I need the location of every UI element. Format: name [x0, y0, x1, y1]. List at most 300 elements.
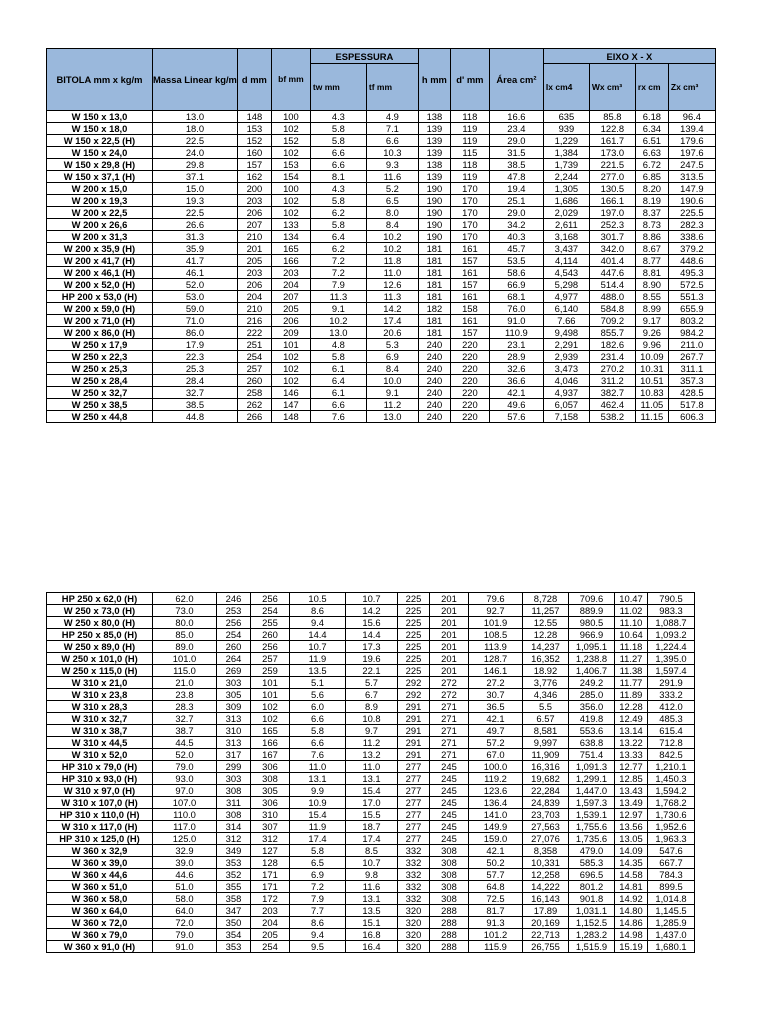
- value-cell: 245: [430, 821, 469, 833]
- value-cell: 225: [398, 629, 430, 641]
- value-cell: 101.9: [469, 617, 523, 629]
- value-cell: 338.6: [668, 231, 715, 243]
- value-cell: 350: [217, 917, 251, 929]
- bitola-cell: W 310 x 28,3: [47, 701, 153, 713]
- table-row: [47, 411, 716, 423]
- value-cell: 157: [450, 279, 489, 291]
- bitola-cell: W 360 x 72,0: [47, 917, 153, 929]
- value-cell: 354: [217, 929, 251, 941]
- table-row: [47, 327, 716, 339]
- value-cell: 1,952.6: [648, 821, 695, 833]
- value-cell: 206: [237, 279, 271, 291]
- value-cell: 12.55: [523, 617, 569, 629]
- value-cell: 305: [251, 785, 290, 797]
- value-cell: 13.49: [615, 797, 648, 809]
- value-cell: 7.2: [310, 267, 366, 279]
- value-cell: 72.5: [469, 893, 523, 905]
- bitola-cell: W 360 x 44,6: [47, 869, 153, 881]
- value-cell: 1,152.5: [569, 917, 615, 929]
- value-cell: 240: [418, 375, 450, 387]
- value-cell: 25.3: [153, 363, 238, 375]
- value-cell: 15.4: [290, 809, 346, 821]
- value-cell: 7.1: [366, 123, 418, 135]
- table-row: [47, 147, 716, 159]
- value-cell: 1,384: [543, 147, 589, 159]
- value-cell: 181: [418, 267, 450, 279]
- table-row: [47, 785, 695, 797]
- value-cell: 5.7: [346, 677, 398, 689]
- value-cell: 44.6: [153, 869, 217, 881]
- value-cell: 147.9: [668, 183, 715, 195]
- value-cell: 125.0: [153, 833, 217, 845]
- value-cell: 122.8: [589, 123, 635, 135]
- value-cell: 585.3: [569, 857, 615, 869]
- value-cell: 64.0: [153, 905, 217, 917]
- value-cell: 12.28: [523, 629, 569, 641]
- value-cell: 17.4: [346, 833, 398, 845]
- bitola-cell: W 200 x 35,9 (H): [47, 243, 153, 255]
- value-cell: 312: [251, 833, 290, 845]
- value-cell: 9,498: [543, 327, 589, 339]
- value-cell: 9.4: [290, 617, 346, 629]
- value-cell: 14,237: [523, 641, 569, 653]
- value-cell: 6.4: [310, 375, 366, 387]
- value-cell: 9.3: [366, 159, 418, 171]
- value-cell: 305: [217, 689, 251, 701]
- value-cell: 7.6: [290, 749, 346, 761]
- bitola-cell: W 310 x 107,0 (H): [47, 797, 153, 809]
- value-cell: 538.2: [589, 411, 635, 423]
- value-cell: 291: [398, 701, 430, 713]
- value-cell: 86.0: [153, 327, 238, 339]
- value-cell: 42.1: [469, 845, 523, 857]
- value-cell: 13.1: [346, 773, 398, 785]
- bitola-cell: W 250 x 73,0 (H): [47, 605, 153, 617]
- value-cell: 253: [217, 605, 251, 617]
- bitola-cell: W 200 x 59,0 (H): [47, 303, 153, 315]
- value-cell: 101.2: [469, 929, 523, 941]
- value-cell: 10.09: [635, 351, 668, 363]
- value-cell: 303: [217, 773, 251, 785]
- value-cell: 291: [398, 713, 430, 725]
- value-cell: 80.0: [153, 617, 217, 629]
- value-cell: 136.4: [469, 797, 523, 809]
- value-cell: 257: [251, 653, 290, 665]
- value-cell: 9.7: [346, 725, 398, 737]
- value-cell: 26.6: [153, 219, 238, 231]
- value-cell: 14.4: [290, 629, 346, 641]
- value-cell: 38.5: [153, 399, 238, 411]
- table-row: [47, 111, 716, 123]
- value-cell: 479.0: [569, 845, 615, 857]
- value-cell: 256: [251, 641, 290, 653]
- value-cell: 353: [217, 857, 251, 869]
- value-cell: 220: [450, 351, 489, 363]
- value-cell: 382.7: [589, 387, 635, 399]
- value-cell: 13.0: [153, 111, 238, 123]
- bitola-cell: W 310 x 52,0: [47, 749, 153, 761]
- value-cell: 8,358: [523, 845, 569, 857]
- value-cell: 76.0: [489, 303, 543, 315]
- value-cell: 9.17: [635, 315, 668, 327]
- value-cell: 9.1: [366, 387, 418, 399]
- value-cell: 92.7: [469, 605, 523, 617]
- value-cell: 152: [271, 135, 310, 147]
- value-cell: 291.9: [648, 677, 695, 689]
- value-cell: 251: [237, 339, 271, 351]
- value-cell: 980.5: [569, 617, 615, 629]
- value-cell: 18.7: [346, 821, 398, 833]
- bitola-cell: W 310 x 117,0 (H): [47, 821, 153, 833]
- value-cell: 606.3: [668, 411, 715, 423]
- value-cell: 332: [398, 881, 430, 893]
- value-cell: 667.7: [648, 857, 695, 869]
- value-cell: 5.8: [290, 725, 346, 737]
- value-cell: 5.2: [366, 183, 418, 195]
- bitola-cell: W 360 x 39,0: [47, 857, 153, 869]
- value-cell: 58.6: [489, 267, 543, 279]
- value-cell: 139: [418, 171, 450, 183]
- value-cell: 10.83: [635, 387, 668, 399]
- value-cell: 220: [450, 387, 489, 399]
- value-cell: 8.0: [366, 207, 418, 219]
- table-row: [47, 809, 695, 821]
- value-cell: 220: [450, 339, 489, 351]
- value-cell: 240: [418, 399, 450, 411]
- value-cell: 170: [450, 195, 489, 207]
- value-cell: 11.8: [366, 255, 418, 267]
- value-cell: 332: [398, 869, 430, 881]
- value-cell: 14.80: [615, 905, 648, 917]
- value-cell: 13.22: [615, 737, 648, 749]
- bitola-cell: W 310 x 38,7: [47, 725, 153, 737]
- value-cell: 256: [217, 617, 251, 629]
- value-cell: 5.5: [523, 701, 569, 713]
- bitola-cell: W 360 x 91,0 (H): [47, 941, 153, 953]
- value-cell: 34.2: [489, 219, 543, 231]
- value-cell: 123.6: [469, 785, 523, 797]
- value-cell: 3,776: [523, 677, 569, 689]
- value-cell: 332: [398, 845, 430, 857]
- value-cell: 6.4: [310, 231, 366, 243]
- table-row: [47, 749, 695, 761]
- value-cell: 91.3: [469, 917, 523, 929]
- value-cell: 167: [251, 749, 290, 761]
- value-cell: 4,346: [523, 689, 569, 701]
- value-cell: 1,224.4: [648, 641, 695, 653]
- value-cell: 303: [217, 677, 251, 689]
- value-cell: 889.9: [569, 605, 615, 617]
- value-cell: 7.2: [310, 255, 366, 267]
- value-cell: 62.0: [153, 593, 217, 605]
- table-row: [47, 665, 695, 677]
- value-cell: 5,298: [543, 279, 589, 291]
- value-cell: 7,158: [543, 411, 589, 423]
- value-cell: 9.8: [346, 869, 398, 881]
- value-cell: 306: [251, 797, 290, 809]
- value-cell: 57.7: [469, 869, 523, 881]
- bitola-cell: HP 310 x 125,0 (H): [47, 833, 153, 845]
- value-cell: 635: [543, 111, 589, 123]
- value-cell: 11.05: [635, 399, 668, 411]
- value-cell: 311.1: [668, 363, 715, 375]
- value-cell: 166: [251, 737, 290, 749]
- value-cell: 254: [217, 629, 251, 641]
- value-cell: 266: [237, 411, 271, 423]
- bitola-cell: HP 310 x 110,0 (H): [47, 809, 153, 821]
- value-cell: 96.4: [668, 111, 715, 123]
- bitola-cell: HP 310 x 93,0 (H): [47, 773, 153, 785]
- value-cell: 277.0: [589, 171, 635, 183]
- value-cell: 12.6: [366, 279, 418, 291]
- value-cell: 36.6: [489, 375, 543, 387]
- value-cell: 50.2: [469, 857, 523, 869]
- value-cell: 152: [237, 135, 271, 147]
- value-cell: 5.8: [290, 845, 346, 857]
- value-cell: 79.6: [469, 593, 523, 605]
- bitola-cell: W 360 x 51,0: [47, 881, 153, 893]
- value-cell: 107.0: [153, 797, 217, 809]
- table-row: [47, 195, 716, 207]
- table-row: [47, 399, 716, 411]
- value-cell: 4,937: [543, 387, 589, 399]
- value-cell: 584.8: [589, 303, 635, 315]
- value-cell: 101: [251, 677, 290, 689]
- value-cell: 784.3: [648, 869, 695, 881]
- header-bf: bf mm: [271, 49, 310, 111]
- value-cell: 12.28: [615, 701, 648, 713]
- value-cell: 6.5: [290, 857, 346, 869]
- table-body-bottom: [47, 593, 695, 953]
- value-cell: 709.2: [589, 315, 635, 327]
- value-cell: 6.2: [310, 243, 366, 255]
- value-cell: 6.7: [346, 689, 398, 701]
- value-cell: 271: [430, 725, 469, 737]
- value-cell: 310: [217, 725, 251, 737]
- value-cell: 36.5: [469, 701, 523, 713]
- value-cell: 206: [271, 315, 310, 327]
- value-cell: 551.3: [668, 291, 715, 303]
- value-cell: 6.6: [290, 713, 346, 725]
- value-cell: 18.92: [523, 665, 569, 677]
- value-cell: 983.3: [648, 605, 695, 617]
- value-cell: 119: [450, 123, 489, 135]
- value-cell: 10.7: [290, 641, 346, 653]
- value-cell: 166.1: [589, 195, 635, 207]
- value-cell: 206: [237, 207, 271, 219]
- value-cell: 220: [450, 399, 489, 411]
- table-row: [47, 617, 695, 629]
- value-cell: 79.0: [153, 929, 217, 941]
- value-cell: 35.9: [153, 243, 238, 255]
- value-cell: 221.5: [589, 159, 635, 171]
- bitola-cell: W 200 x 15,0: [47, 183, 153, 195]
- value-cell: 19.6: [346, 653, 398, 665]
- bitola-cell: W 250 x 38,5: [47, 399, 153, 411]
- value-cell: 517.8: [668, 399, 715, 411]
- value-cell: 10.2: [366, 231, 418, 243]
- value-cell: 37.1: [153, 171, 238, 183]
- value-cell: 8,581: [523, 725, 569, 737]
- value-cell: 240: [418, 411, 450, 423]
- value-cell: 146: [271, 387, 310, 399]
- bitola-cell: W 150 x 29,8 (H): [47, 159, 153, 171]
- value-cell: 1,395.0: [648, 653, 695, 665]
- value-cell: 3,168: [543, 231, 589, 243]
- value-cell: 6.0: [290, 701, 346, 713]
- value-cell: 170: [450, 207, 489, 219]
- bitola-cell: W 310 x 21,0: [47, 677, 153, 689]
- value-cell: 412.0: [648, 701, 695, 713]
- value-cell: 28.4: [153, 375, 238, 387]
- value-cell: 462.4: [589, 399, 635, 411]
- value-cell: 231.4: [589, 351, 635, 363]
- value-cell: 10,331: [523, 857, 569, 869]
- value-cell: 130.5: [589, 183, 635, 195]
- value-cell: 197.0: [589, 207, 635, 219]
- value-cell: 3,437: [543, 243, 589, 255]
- table-row: [47, 171, 716, 183]
- value-cell: 8.55: [635, 291, 668, 303]
- value-cell: 166: [271, 255, 310, 267]
- value-cell: 353: [217, 941, 251, 953]
- value-cell: 115: [450, 147, 489, 159]
- value-cell: 14.98: [615, 929, 648, 941]
- value-cell: 67.0: [469, 749, 523, 761]
- value-cell: 170: [450, 183, 489, 195]
- value-cell: 117.0: [153, 821, 217, 833]
- value-cell: 5.1: [290, 677, 346, 689]
- value-cell: 320: [398, 917, 430, 929]
- value-cell: 401.4: [589, 255, 635, 267]
- value-cell: 181: [418, 315, 450, 327]
- value-cell: 291: [398, 749, 430, 761]
- header-tf: tf mm: [366, 64, 418, 111]
- value-cell: 5.6: [290, 689, 346, 701]
- header-rx: rx cm: [635, 64, 668, 111]
- value-cell: 102: [271, 363, 310, 375]
- value-cell: 277: [398, 785, 430, 797]
- value-cell: 308: [430, 845, 469, 857]
- value-cell: 171: [251, 869, 290, 881]
- value-cell: 16,316: [523, 761, 569, 773]
- value-cell: 190: [418, 219, 450, 231]
- value-cell: 157: [450, 255, 489, 267]
- value-cell: 259: [251, 665, 290, 677]
- value-cell: 10.51: [635, 375, 668, 387]
- value-cell: 49.6: [489, 399, 543, 411]
- value-cell: 11.2: [366, 399, 418, 411]
- value-cell: 161: [450, 267, 489, 279]
- table-row: [47, 135, 716, 147]
- value-cell: 29.0: [489, 207, 543, 219]
- bitola-cell: W 250 x 89,0 (H): [47, 641, 153, 653]
- value-cell: 118: [450, 159, 489, 171]
- value-cell: 216: [237, 315, 271, 327]
- value-cell: 5.3: [366, 339, 418, 351]
- value-cell: 1,755.6: [569, 821, 615, 833]
- value-cell: 49.7: [469, 725, 523, 737]
- table-row: [47, 941, 695, 953]
- value-cell: 333.2: [648, 689, 695, 701]
- value-cell: 288: [430, 929, 469, 941]
- table-row: [47, 231, 716, 243]
- value-cell: 448.6: [668, 255, 715, 267]
- value-cell: 165: [271, 243, 310, 255]
- header-eixo: EIXO X - X: [543, 49, 715, 64]
- value-cell: 5.8: [310, 219, 366, 231]
- value-cell: 12.85: [615, 773, 648, 785]
- value-cell: 4.3: [310, 183, 366, 195]
- table-row: [47, 159, 716, 171]
- value-cell: 160: [237, 147, 271, 159]
- bitola-cell: W 250 x 115,0 (H): [47, 665, 153, 677]
- value-cell: 1,406.7: [569, 665, 615, 677]
- value-cell: 139: [418, 147, 450, 159]
- value-cell: 5.8: [310, 123, 366, 135]
- table-row: [47, 279, 716, 291]
- value-cell: 181: [418, 291, 450, 303]
- value-cell: 6.51: [635, 135, 668, 147]
- value-cell: 347: [217, 905, 251, 917]
- table-row: [47, 881, 695, 893]
- value-cell: 277: [398, 797, 430, 809]
- value-cell: 13.1: [290, 773, 346, 785]
- value-cell: 10.2: [366, 243, 418, 255]
- value-cell: 6.1: [310, 387, 366, 399]
- bitola-cell: W 310 x 97,0 (H): [47, 785, 153, 797]
- value-cell: 6.6: [310, 147, 366, 159]
- bitola-cell: HP 250 x 62,0 (H): [47, 593, 153, 605]
- value-cell: 1,093.2: [648, 629, 695, 641]
- value-cell: 204: [271, 279, 310, 291]
- value-cell: 1,515.9: [569, 941, 615, 953]
- value-cell: 277: [398, 773, 430, 785]
- value-cell: 159.0: [469, 833, 523, 845]
- table-row: [47, 339, 716, 351]
- value-cell: 201: [430, 653, 469, 665]
- value-cell: 31.3: [153, 231, 238, 243]
- value-cell: 1,091.3: [569, 761, 615, 773]
- value-cell: 10.3: [366, 147, 418, 159]
- value-cell: 245: [430, 785, 469, 797]
- value-cell: 138: [418, 159, 450, 171]
- value-cell: 249.2: [569, 677, 615, 689]
- bitola-cell: W 150 x 37,1 (H): [47, 171, 153, 183]
- value-cell: 24,839: [523, 797, 569, 809]
- value-cell: 6.6: [290, 737, 346, 749]
- value-cell: 14.09: [615, 845, 648, 857]
- table-row: [47, 677, 695, 689]
- bitola-cell: W 200 x 52,0 (H): [47, 279, 153, 291]
- value-cell: 139: [418, 123, 450, 135]
- value-cell: 13.1: [346, 893, 398, 905]
- value-cell: 355: [217, 881, 251, 893]
- bitola-cell: W 310 x 32,7: [47, 713, 153, 725]
- value-cell: 158: [450, 303, 489, 315]
- value-cell: 271: [430, 713, 469, 725]
- value-cell: 313.5: [668, 171, 715, 183]
- value-cell: 179.6: [668, 135, 715, 147]
- value-cell: 79.0: [153, 761, 217, 773]
- value-cell: 1,447.0: [569, 785, 615, 797]
- value-cell: 4.3: [310, 111, 366, 123]
- value-cell: 148: [237, 111, 271, 123]
- value-cell: 161: [450, 291, 489, 303]
- value-cell: 252.3: [589, 219, 635, 231]
- value-cell: 514.4: [589, 279, 635, 291]
- value-cell: 102: [271, 123, 310, 135]
